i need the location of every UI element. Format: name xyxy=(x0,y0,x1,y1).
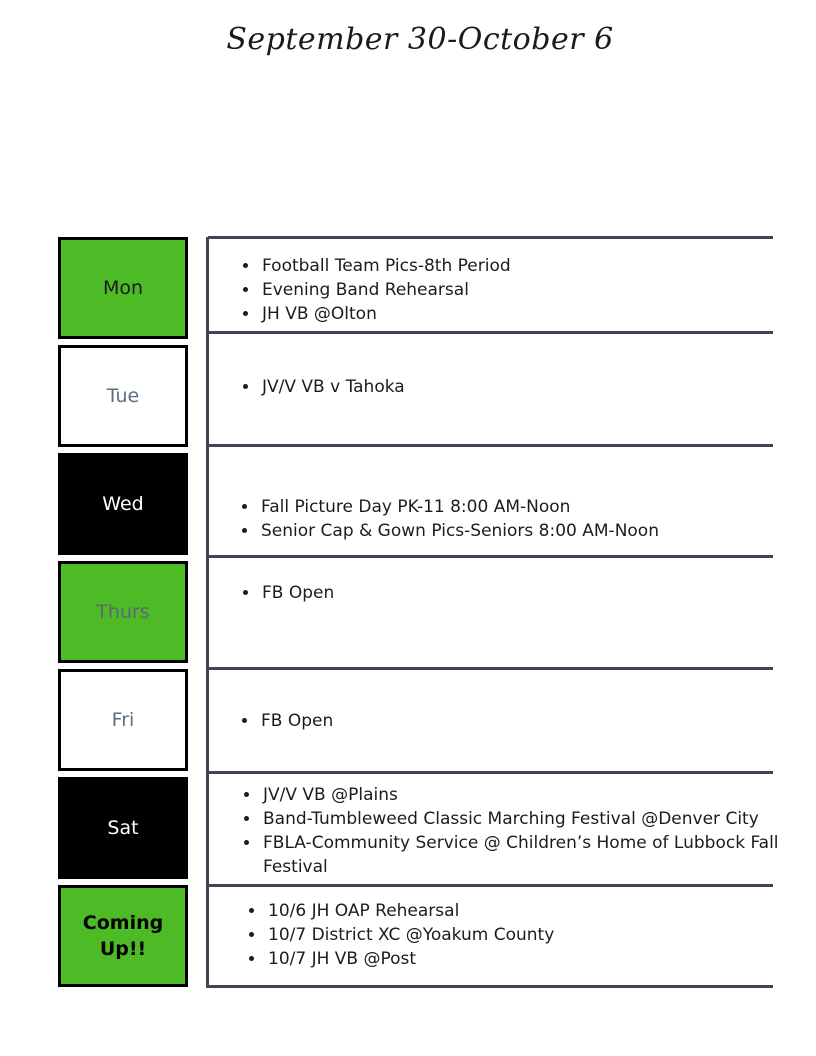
list-item: • Evening Band Rehearsal xyxy=(260,278,785,302)
list-item: • Football Team Pics-8th Period xyxy=(260,254,785,278)
day-box-mon xyxy=(58,237,188,339)
day-box-wed xyxy=(58,453,188,555)
list-item: • FBLA-Community Service @ Children’s Home of Lubbock Fall Festival xyxy=(261,831,793,879)
day-label: Fri xyxy=(111,709,135,731)
row-divider xyxy=(208,771,773,774)
list-item: • 10/7 JH VB @Post xyxy=(266,947,786,971)
day-box-fri xyxy=(58,669,188,771)
events-list-tue xyxy=(240,375,785,399)
row-divider xyxy=(208,884,773,887)
day-label: Tue xyxy=(106,385,140,407)
row-divider xyxy=(208,985,773,988)
day-label: Thurs xyxy=(96,601,150,623)
list-item: • 10/6 JH OAP Rehearsal xyxy=(266,899,786,923)
events-list-fri xyxy=(239,709,784,733)
day-label: Sat xyxy=(107,817,139,839)
list-item: • FB Open xyxy=(259,709,784,733)
day-box-sat xyxy=(58,777,188,879)
row-divider xyxy=(208,555,773,558)
day-box-thurs xyxy=(58,561,188,663)
row-divider xyxy=(208,331,773,334)
list-item: • JV/V VB @Plains xyxy=(261,783,793,807)
events-list-mon xyxy=(240,254,785,326)
row-divider xyxy=(208,236,773,239)
events-list-thurs xyxy=(240,581,785,605)
day-label: Wed xyxy=(102,493,144,515)
events-list-sat xyxy=(241,783,793,879)
vertical-divider xyxy=(206,237,209,988)
events-list-wed xyxy=(239,495,789,543)
page-title: September 30-October 6 xyxy=(226,22,614,57)
day-label: Mon xyxy=(102,277,144,299)
list-item: • JH VB @Olton xyxy=(260,302,785,326)
list-item: • Band-Tumbleweed Classic Marching Festival @Denver City xyxy=(261,807,793,831)
list-item: • FB Open xyxy=(260,581,785,605)
day-box-coming-up xyxy=(58,885,188,987)
list-item: • Senior Cap & Gown Pics-Seniors 8:00 AM-Noon xyxy=(259,519,789,543)
events-list-coming-up xyxy=(246,899,786,971)
list-item: • JV/V VB v Tahoka xyxy=(260,375,785,399)
day-label: Coming Up!! xyxy=(82,912,164,960)
list-item: • 10/7 District XC @Yoakum County xyxy=(266,923,786,947)
list-item: • Fall Picture Day PK-11 8:00 AM-Noon xyxy=(259,495,789,519)
row-divider xyxy=(208,444,773,447)
day-box-tue xyxy=(58,345,188,447)
row-divider xyxy=(208,667,773,670)
